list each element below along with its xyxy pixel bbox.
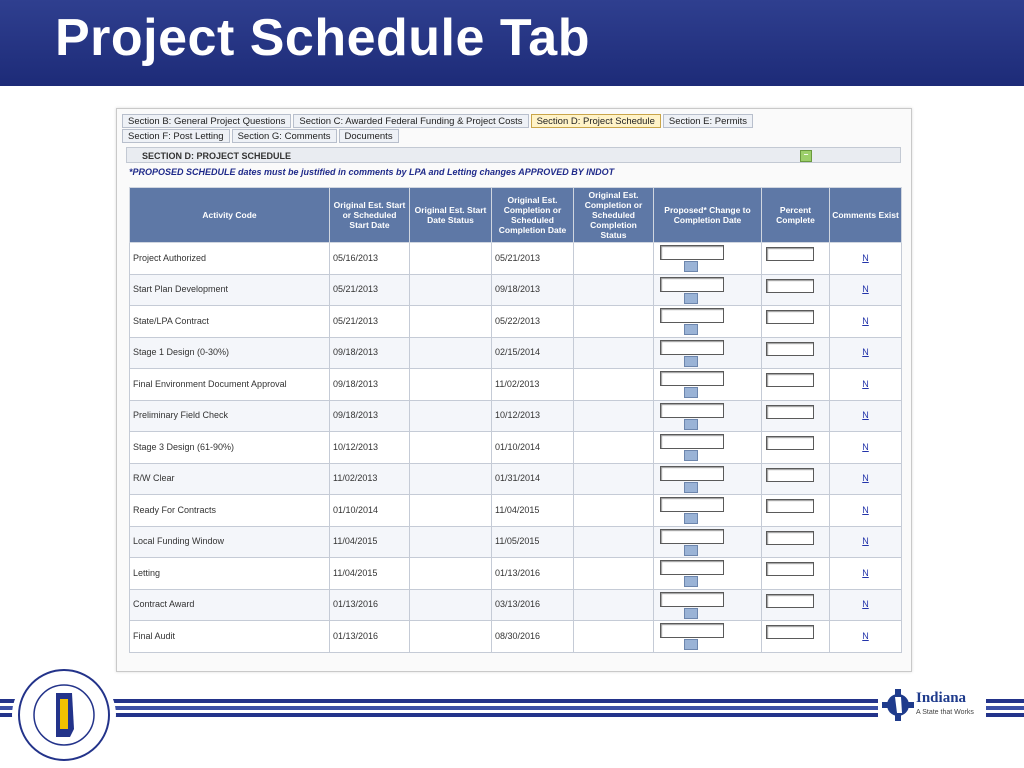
column-header: Percent Complete — [762, 188, 830, 243]
start-date-cell: 10/12/2013 — [330, 432, 410, 464]
percent-complete-cell — [762, 558, 830, 590]
completion-status-cell — [574, 274, 654, 306]
tab-section-f-post-letting[interactable]: Section F: Post Letting — [122, 129, 230, 143]
completion-date-cell: 05/21/2013 — [492, 243, 574, 275]
start-date-cell: 05/21/2013 — [330, 274, 410, 306]
tab-strip-row-1 — [122, 114, 753, 128]
comments-link[interactable]: N — [862, 378, 869, 389]
completion-status-cell — [574, 337, 654, 369]
column-header: Comments Exist — [830, 188, 902, 243]
start-status-cell — [410, 463, 492, 495]
tab-section-c-awarded-federal-funding-project-costs[interactable]: Section C: Awarded Federal Funding & Project Costs — [293, 114, 528, 128]
percent-complete-cell — [762, 621, 830, 653]
comments-cell — [830, 243, 902, 275]
tab-section-e-permits[interactable]: Section E: Permits — [663, 114, 753, 128]
proposed-date-cell — [654, 306, 762, 338]
start-date-cell: 01/13/2016 — [330, 589, 410, 621]
seal-icon — [12, 667, 116, 763]
activity-code-cell: Stage 3 Design (61-90%) — [130, 432, 330, 464]
start-status-cell — [410, 369, 492, 401]
percent-complete-cell — [762, 369, 830, 401]
percent-complete-input[interactable] — [766, 436, 814, 450]
start-date-cell: 05/21/2013 — [330, 306, 410, 338]
tab-section-d-project-schedule[interactable]: Section D: Project Schedule — [531, 114, 661, 128]
comments-link[interactable]: N — [862, 441, 869, 452]
activity-code-cell: R/W Clear — [130, 463, 330, 495]
column-header: Original Est. Completion or Scheduled Completion Status — [574, 188, 654, 243]
comments-cell — [830, 558, 902, 590]
proposed-date-input[interactable] — [660, 340, 724, 355]
percent-complete-cell — [762, 463, 830, 495]
completion-status-cell — [574, 495, 654, 527]
table-row — [130, 526, 902, 558]
percent-complete-input[interactable] — [766, 279, 814, 293]
calendar-icon[interactable] — [684, 482, 698, 493]
table-row — [130, 495, 902, 527]
start-date-cell: 05/16/2013 — [330, 243, 410, 275]
completion-date-cell: 03/13/2016 — [492, 589, 574, 621]
proposed-date-cell — [654, 558, 762, 590]
calendar-icon[interactable] — [684, 513, 698, 524]
comments-link[interactable]: N — [862, 410, 869, 421]
activity-code-cell: Local Funding Window — [130, 526, 330, 558]
start-status-cell — [410, 306, 492, 338]
table-header-row — [130, 188, 902, 243]
tab-section-g-comments[interactable]: Section G: Comments — [232, 129, 337, 143]
comments-cell — [830, 495, 902, 527]
comments-cell — [830, 306, 902, 338]
percent-complete-cell — [762, 400, 830, 432]
proposed-date-input[interactable] — [660, 560, 724, 575]
comments-link[interactable]: N — [862, 567, 869, 578]
calendar-icon[interactable] — [684, 387, 698, 398]
proposed-date-cell — [654, 526, 762, 558]
table-row — [130, 463, 902, 495]
table-row — [130, 589, 902, 621]
start-status-cell — [410, 432, 492, 464]
start-status-cell — [410, 621, 492, 653]
completion-status-cell — [574, 621, 654, 653]
completion-status-cell — [574, 306, 654, 338]
column-header: Original Est. Start or Scheduled Start Date — [330, 188, 410, 243]
percent-complete-input[interactable] — [766, 562, 814, 576]
proposed-date-input[interactable] — [660, 308, 724, 323]
proposed-date-input[interactable] — [660, 245, 724, 260]
start-status-cell — [410, 589, 492, 621]
brand-name: Indiana — [916, 690, 967, 706]
activity-code-cell: Project Authorized — [130, 243, 330, 275]
calendar-icon[interactable] — [684, 608, 698, 619]
start-status-cell — [410, 243, 492, 275]
completion-status-cell — [574, 463, 654, 495]
completion-date-cell: 02/15/2014 — [492, 337, 574, 369]
percent-complete-cell — [762, 589, 830, 621]
completion-status-cell — [574, 400, 654, 432]
activity-code-cell: Final Audit — [130, 621, 330, 653]
column-header: Proposed* Change to Completion Date — [654, 188, 762, 243]
calendar-icon[interactable] — [684, 639, 698, 650]
table-row — [130, 432, 902, 464]
percent-complete-cell — [762, 526, 830, 558]
completion-status-cell — [574, 589, 654, 621]
comments-link[interactable]: N — [862, 315, 869, 326]
activity-code-cell: State/LPA Contract — [130, 306, 330, 338]
comments-cell — [830, 526, 902, 558]
percent-complete-input[interactable] — [766, 342, 814, 356]
proposed-date-cell — [654, 243, 762, 275]
schedule-note: *PROPOSED SCHEDULE dates must be justified in comments by LPA and Letting changes APPROVED BY INDOT — [129, 167, 615, 177]
proposed-date-input[interactable] — [660, 497, 724, 512]
completion-status-cell — [574, 369, 654, 401]
activity-code-cell: Start Plan Development — [130, 274, 330, 306]
percent-complete-input[interactable] — [766, 373, 814, 387]
start-date-cell: 09/18/2013 — [330, 337, 410, 369]
indiana-brand-logo — [878, 685, 986, 725]
start-status-cell — [410, 558, 492, 590]
table-row — [130, 621, 902, 653]
table-row — [130, 243, 902, 275]
calendar-icon[interactable] — [684, 324, 698, 335]
comments-link[interactable]: N — [862, 347, 869, 358]
calendar-icon[interactable] — [684, 545, 698, 556]
calendar-icon[interactable] — [684, 450, 698, 461]
proposed-date-input[interactable] — [660, 623, 724, 638]
activity-code-cell: Final Environment Document Approval — [130, 369, 330, 401]
calendar-icon[interactable] — [684, 261, 698, 272]
table-row — [130, 558, 902, 590]
comments-cell — [830, 589, 902, 621]
proposed-date-cell — [654, 463, 762, 495]
proposed-date-cell — [654, 621, 762, 653]
percent-complete-cell — [762, 243, 830, 275]
slide-title-bar — [0, 0, 1024, 86]
start-status-cell — [410, 495, 492, 527]
activity-code-cell: Stage 1 Design (0-30%) — [130, 337, 330, 369]
comments-cell — [830, 274, 902, 306]
proposed-date-input[interactable] — [660, 371, 724, 386]
completion-date-cell: 10/12/2013 — [492, 400, 574, 432]
percent-complete-input[interactable] — [766, 625, 814, 639]
comments-link[interactable]: N — [862, 599, 869, 610]
proposed-date-cell — [654, 274, 762, 306]
start-date-cell: 11/02/2013 — [330, 463, 410, 495]
percent-complete-input[interactable] — [766, 405, 814, 419]
table-body — [130, 243, 902, 653]
activity-code-cell: Letting — [130, 558, 330, 590]
start-status-cell — [410, 400, 492, 432]
column-header: Activity Code — [130, 188, 330, 243]
percent-complete-cell — [762, 432, 830, 464]
proposed-date-input[interactable] — [660, 434, 724, 449]
tab-documents[interactable]: Documents — [339, 129, 399, 143]
activity-code-cell: Contract Award — [130, 589, 330, 621]
comments-link[interactable]: N — [862, 630, 869, 641]
calendar-icon[interactable] — [684, 576, 698, 587]
proposed-date-cell — [654, 432, 762, 464]
completion-date-cell: 08/30/2016 — [492, 621, 574, 653]
comments-link[interactable]: N — [862, 536, 869, 547]
collapse-icon[interactable]: − — [800, 150, 812, 162]
percent-complete-cell — [762, 337, 830, 369]
comments-link[interactable]: N — [862, 504, 869, 515]
completion-status-cell — [574, 526, 654, 558]
percent-complete-cell — [762, 495, 830, 527]
percent-complete-cell — [762, 306, 830, 338]
proposed-date-cell — [654, 337, 762, 369]
gear-icon — [882, 688, 914, 722]
calendar-icon[interactable] — [684, 293, 698, 304]
tab-strip-row-2 — [122, 129, 399, 143]
completion-date-cell: 01/13/2016 — [492, 558, 574, 590]
slide-title: Project Schedule Tab — [55, 9, 590, 67]
comments-cell — [830, 621, 902, 653]
column-header: Original Est. Completion or Scheduled Completion Date — [492, 188, 574, 243]
start-date-cell: 01/10/2014 — [330, 495, 410, 527]
start-date-cell: 11/04/2015 — [330, 526, 410, 558]
start-status-cell — [410, 526, 492, 558]
schedule-panel — [116, 108, 912, 672]
percent-complete-input[interactable] — [766, 310, 814, 324]
percent-complete-input[interactable] — [766, 499, 814, 513]
tab-section-b-general-project-questions[interactable]: Section B: General Project Questions — [122, 114, 291, 128]
completion-date-cell: 11/05/2015 — [492, 526, 574, 558]
comments-link[interactable]: N — [862, 284, 869, 295]
start-status-cell — [410, 337, 492, 369]
table-row — [130, 337, 902, 369]
comments-cell — [830, 337, 902, 369]
indot-seal-logo — [12, 667, 116, 763]
comments-link[interactable]: N — [862, 473, 869, 484]
percent-complete-input[interactable] — [766, 468, 814, 482]
percent-complete-cell — [762, 274, 830, 306]
brand-tagline: A State that Works — [916, 709, 974, 716]
start-date-cell: 09/18/2013 — [330, 400, 410, 432]
completion-date-cell: 09/18/2013 — [492, 274, 574, 306]
start-date-cell: 09/18/2013 — [330, 369, 410, 401]
proposed-date-input[interactable] — [660, 277, 724, 292]
proposed-date-input[interactable] — [660, 466, 724, 481]
table-row — [130, 306, 902, 338]
completion-date-cell: 01/31/2014 — [492, 463, 574, 495]
proposed-date-input[interactable] — [660, 592, 724, 607]
proposed-date-input[interactable] — [660, 403, 724, 418]
proposed-date-cell — [654, 589, 762, 621]
calendar-icon[interactable] — [684, 419, 698, 430]
completion-status-cell — [574, 558, 654, 590]
footer-stripes — [0, 696, 1024, 718]
percent-complete-input[interactable] — [766, 247, 814, 261]
activity-code-cell: Ready For Contracts — [130, 495, 330, 527]
comments-cell — [830, 400, 902, 432]
completion-date-cell: 11/04/2015 — [492, 495, 574, 527]
table-row — [130, 369, 902, 401]
start-status-cell — [410, 274, 492, 306]
table-row — [130, 274, 902, 306]
column-header: Original Est. Start Date Status — [410, 188, 492, 243]
completion-status-cell — [574, 243, 654, 275]
proposed-date-input[interactable] — [660, 529, 724, 544]
activity-code-cell: Preliminary Field Check — [130, 400, 330, 432]
section-header — [126, 147, 901, 163]
comments-cell — [830, 369, 902, 401]
completion-date-cell: 01/10/2014 — [492, 432, 574, 464]
calendar-icon[interactable] — [684, 356, 698, 367]
comments-link[interactable]: N — [862, 252, 869, 263]
proposed-date-cell — [654, 495, 762, 527]
completion-date-cell: 05/22/2013 — [492, 306, 574, 338]
percent-complete-input[interactable] — [766, 594, 814, 608]
proposed-date-cell — [654, 400, 762, 432]
schedule-table — [129, 187, 902, 653]
completion-date-cell: 11/02/2013 — [492, 369, 574, 401]
start-date-cell: 01/13/2016 — [330, 621, 410, 653]
percent-complete-input[interactable] — [766, 531, 814, 545]
completion-status-cell — [574, 432, 654, 464]
table-row — [130, 400, 902, 432]
comments-cell — [830, 463, 902, 495]
comments-cell — [830, 432, 902, 464]
section-header-label: SECTION D: PROJECT SCHEDULE — [142, 151, 292, 161]
proposed-date-cell — [654, 369, 762, 401]
start-date-cell: 11/04/2015 — [330, 558, 410, 590]
